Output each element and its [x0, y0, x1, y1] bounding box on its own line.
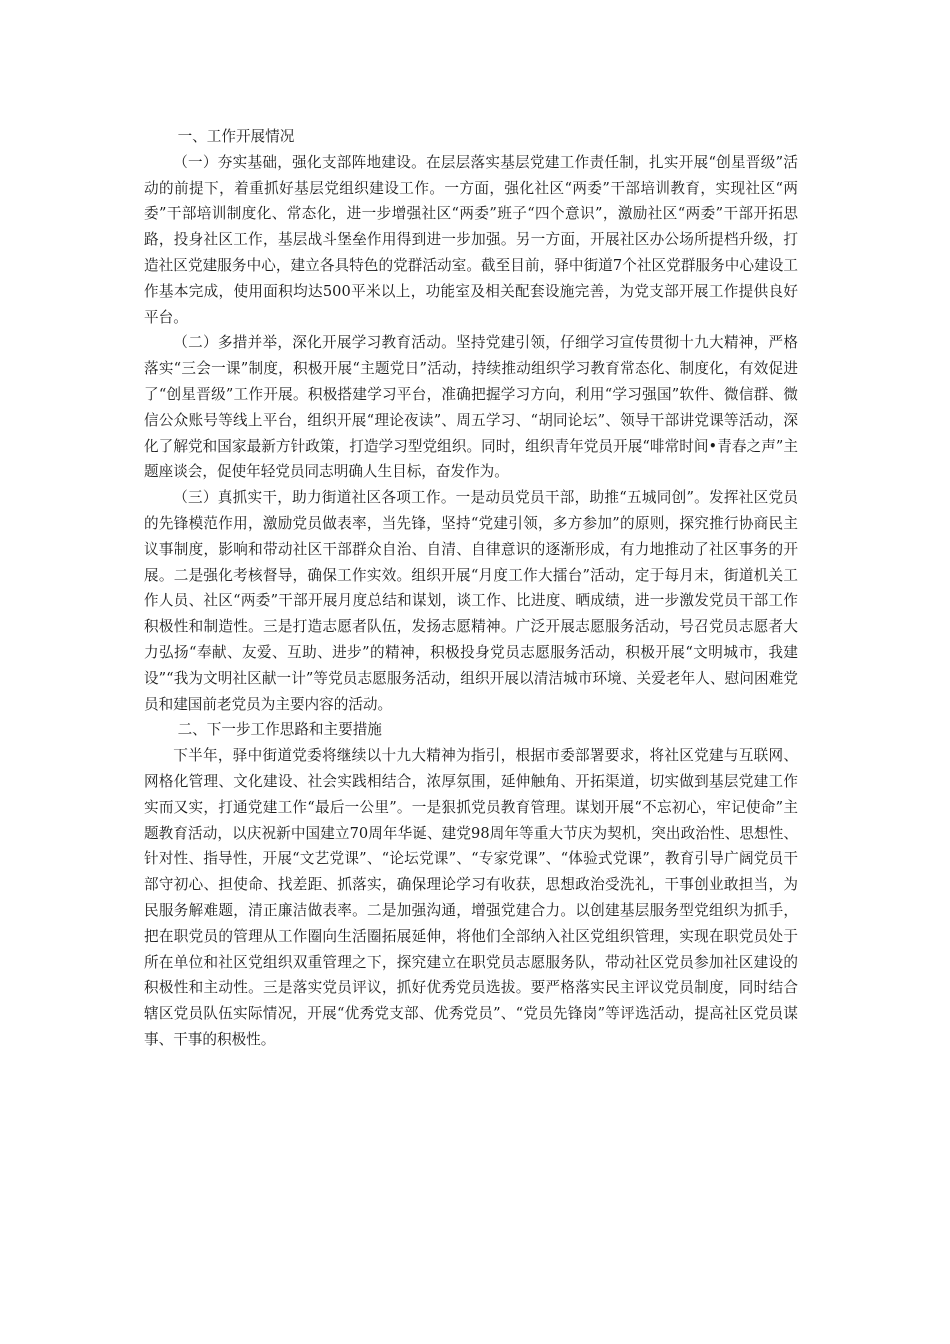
document-page [144, 124, 798, 1053]
paragraph-2-1: 下半年，驿中街道党委将继续以十九大精神为指引，根据市委部署要求，将社区党建与互联网、网格化管理、文化建设、社会实践相结合，浓厚氛围，延伸触角、开拓渠道，切实做到基层党建工作实而又实，打通党建工作“最后一公里”。一是狠抓党员教育管理。谋划开展“不忘初心，牢记使命”主题教育活动，以庆祝新中国建立70周年华诞、建党98周年等重大节庆为契机，突出政治性、思想性、针对性、指导性，开展“文艺党课”、“论坛党课”、“专家党课”、“体验式党课”，教育引导广阔党员干部守初心、担使命、找差距、抓落实，确保理论学习有收获，思想政治受洗礼，干事创业敢担当，为民服务解难题，清正廉洁做表率。二是加强沟通，增强党建合力。以创建基层服务型党组织为抓手，把在职党员的管理从工作圈向生活圈拓展延伸，将他们全部纳入社区党组织管理，实现在职党员处于所在单位和社区党组织双重管理之下，探究建立在职党员志愿服务队，带动社区党员参加社区建设的积极性和主动性。三是落实党员评议，抓好优秀党员选拔。要严格落实民主评议党员制度，同时结合辖区党员队伍实际情况，开展“优秀党支部、优秀党员”、“党员先锋岗”等评选活动，提高社区党员谋事、干事的积极性。 [144, 747, 798, 1048]
section-heading-1: 一、工作开展情况 [177, 128, 295, 145]
paragraph-1-1: （一）夯实基础，强化支部阵地建设。在层层落实基层党建工作责任制，扎实开展“创星晋级”活动的前提下，着重抓好基层党组织建设工作。一方面，强化社区“两委”干部培训教育，实现社区“两委”干部培训制度化、常态化，进一步增强社区“两委”班子“四个意识”，激励社区“两委”干部开拓思路，投身社区工作，基层战斗堡垒作用得到进一步加强。另一方面，开展社区办公场所提档升级，打造社区党建服务中心，建立各具特色的党群活动室。截至目前，驿中街道7个社区党群服务中心建设工作基本完成，使用面积均达500平米以上，功能室及相关配套设施完善，为党支部开展工作提供良好平台。 [144, 153, 798, 326]
paragraph-1-2: （二）多措并举，深化开展学习教育活动。坚持党建引领，仔细学习宣传贯彻十九大精神，严格落实“三会一课”制度，积极开展“主题党日”活动，持续推动组织学习教育常态化、制度化，有效促进了“创星晋级”工作开展。积极搭建学习平台，准确把握学习方向，利用“学习强国”软件、微信群、微信公众账号等线上平台，组织开展“理论夜读”、周五学习、“胡同论坛”、领导干部讲党课等活动，深化了解党和国家最新方针政策，打造学习型党组织。同时，组织青年党员开展“啡常时间•青春之声”主题座谈会，促使年轻党员同志明确人生目标，奋发作为。 [144, 334, 798, 481]
section-heading-2: 二、下一步工作思路和主要措施 [177, 721, 382, 739]
paragraph-1-3: （三）真抓实干，助力街道社区各项工作。一是动员党员干部，助推“五城同创”。发挥社区党员的先锋模范作用，激励党员做表率，当先锋，坚持“党建引领，多方参加”的原则，探究推行协商民主议事制度，影响和带动社区干部群众自治、自清、自律意识的逐渐形成，有力地推动了社区事务的开展。二是强化考核督导，确保工作实效。组织开展“月度工作大擂台”活动，定于每月末，街道机关工作人员、社区“两委”干部开展月度总结和谋划，谈工作、比进度、晒成绩，进一步激发党员干部工作积极性和制造性。三是打造志愿者队伍，发扬志愿精神。广泛开展志愿服务活动，号召党员志愿者大力弘扬“奉献、友爱、互助、进步”的精神，积极投身党员志愿服务活动，积极开展“文明城市，我建设”“我为文明社区献一计”等党员志愿服务活动，组织开展以清洁城市环境、关爱老年人、慰问困难党员和建国前老党员为主要内容的活动。 [144, 489, 798, 713]
